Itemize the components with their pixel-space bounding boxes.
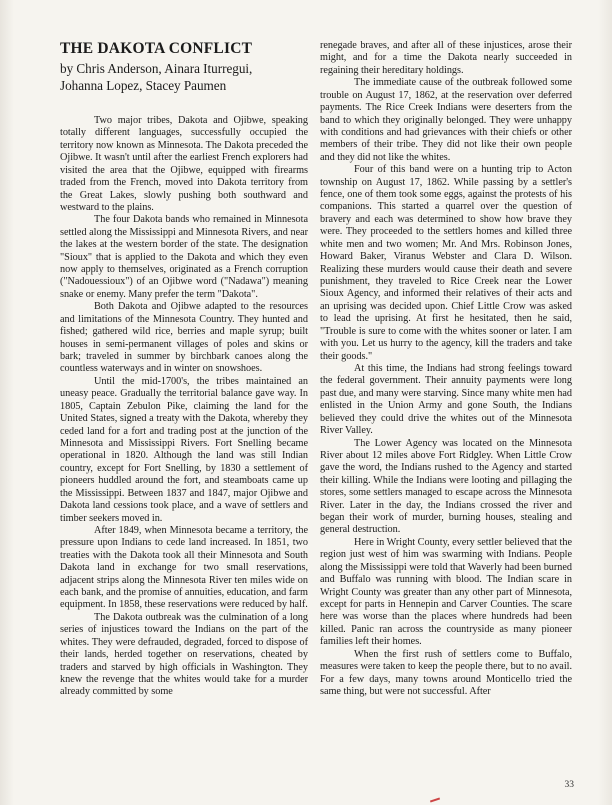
paragraph: When the first rush of settlers come to Buffalo, measures were taken to keep the people there, but to no avail. For a few days, many towns around Monticello tried the same thing, but were not successful. After xyxy=(320,648,572,697)
page-number: 33 xyxy=(564,780,574,790)
paragraph: Four of this band were on a hunting trip to Acton township on August 17, 1862. While passing by a settler's fence, one of them took some eggs, against the protests of his companions. This started a quarrel over the question of bravery and each was determined to show how brave they were. They proceeded to the settlers homes and killed three white men and two women; Mr. And Mrs. Robinson Jones, Howard Baker, Viranus Webster and Clara D. Wilson. Realizing these murders would cause their death and severe punishment, they traveled to Rice Creek near the Lower Sioux Agency, and informed their relatives of their acts and an uprising was decided upon. Chief Little Crow was asked to lead the uprising. At first he hesitated, then he said, "Trouble is sure to come with the whites sooner or later. I am with you. Let us hurry to the agency, kill the traders and take their goods." xyxy=(320,164,572,362)
paragraph: At this time, the Indians had strong feelings toward the federal government. Their annuity payments were long past due, and many were starving. Since many white men had enlisted in the Union Army and gone South, the Indians believed they could drive the whites out of the Minnesota River Valley. xyxy=(320,362,572,437)
ink-mark xyxy=(430,798,440,803)
paragraph: The four Dakota bands who remained in Minnesota settled along the Mississippi and Minnesota Rivers, and near the lakes at the western border of the state. The designation "Sioux" that is applied to the Dakota and which they even now apply to themselves, originated as a French corruption ("Nadouessioux") of an Ojibwe word ("Nadawa") meaning snake or enemy. Many prefer the term "Dakota". xyxy=(60,214,308,300)
paragraph: Both Dakota and Ojibwe adapted to the resources and limitations of the Minnesota Country. They hunted and fished; gathered wild rice, berries and maple syrup; built houses in semi-permanent villages of poles and skins or bark; traveled in summer by birchbark canoes along the countless waterways and in winter on snowshoes. xyxy=(60,301,308,375)
paragraph-continued: renegade braves, and after all of these injustices, arose their might, and for a time the Dakota nearly succeeded in regaining their hereditary holdings. xyxy=(320,40,572,76)
right-column xyxy=(320,40,572,698)
paragraph: Until the mid-1700's, the tribes maintained an uneasy peace. Gradually the territorial balance gave way. In 1805, Captain Zebulon Pike, claiming the land for the United States, signed a treaty with the Dakota, whereby they ceded land for a fort and trading post at the junction of the Minnesota and Mississippi Rivers. Fort Snelling became operational in 1820. Although the land was still Indian country, except for Fort Snelling, by 1830 a settlement of pioneers huddled around the fort, and steamboats came up the Mississippi. Between 1837 and 1847, major Ojibwe and Dakota land cessions took place, and a wave of settlers and timber seekers moved in. xyxy=(60,375,308,524)
paragraph: Here in Wright County, every settler believed that the region just west of him was swarming with Indians. People along the Mississippi were told that Waverly had been burned and Buffalo was running with blood. The Indian scare in Wright County was greater than any other part of Minnesota, except for parts in Hennepin and Carver Counties. The scare here was worse than the places where hundreds had been killed. Panic ran across the countryside as many pioneer families left their homes. xyxy=(320,536,572,648)
paragraph: The Lower Agency was located on the Minnesota River about 12 miles above Fort Ridgley. When Little Crow gave the word, the Indians rushed to the Agency and started their killing. While the Indians were looting and pillaging the stores, some settlers managed to escape across the Minnesota River. Later in the day, the Indians crossed the river and began their work of murder, burning houses, stealing and general destruction. xyxy=(320,437,572,536)
authors-line: Johanna Lopez, Stacey Paumen xyxy=(60,77,227,93)
left-column xyxy=(60,40,308,699)
paragraph: Two major tribes, Dakota and Ojibwe, speaking totally different languages, successfully occupied the territory now known as Minnesota. The Dakota preceded the Ojibwe. It wasn't until after the earliest French explorers had visited the area that the Ojibwe, equipped with firearms traded from the French, moved into Dakota territory from the Great Lakes, slowly pushing both southward and westward to the plains. xyxy=(60,115,308,213)
paragraph: After 1849, when Minnesota became a territory, the pressure upon Indians to cede land increased. In 1851, two treaties with the Dakota took all their Minnesota and South Dakota land in exchange for two small reservations, adjacent strips along the Minnesota River ten miles wide on each bank, and the promise of annuities, education, and farm equipment. In 1858, these reservations were reduced by half. xyxy=(60,524,308,611)
authors-line: by Chris Anderson, Ainara Iturregui, xyxy=(60,61,253,76)
paragraph: The immediate cause of the outbreak followed some trouble on August 17, 1862, at the reservation over deferred payments. The Rice Creek Indians were deserters from the band to which they originally belonged. They were unhappy with conditions and had grievances with their chiefs or other members of their tribe. They did not like their own people and they did not like the whites. xyxy=(320,77,572,163)
article-title: THE DAKOTA CONFLICT xyxy=(60,40,253,57)
article-authors xyxy=(60,61,308,94)
paragraph: The Dakota outbreak was the culmination of a long series of injustices toward the Indians on the part of the whites. They were defrauded, degraded, forced to dispose of their lands, herded together on reservations, cheated by traders and starved by high officials in Washington. They knew the revenge that the whites would take for a murder already committed by some xyxy=(60,611,308,698)
